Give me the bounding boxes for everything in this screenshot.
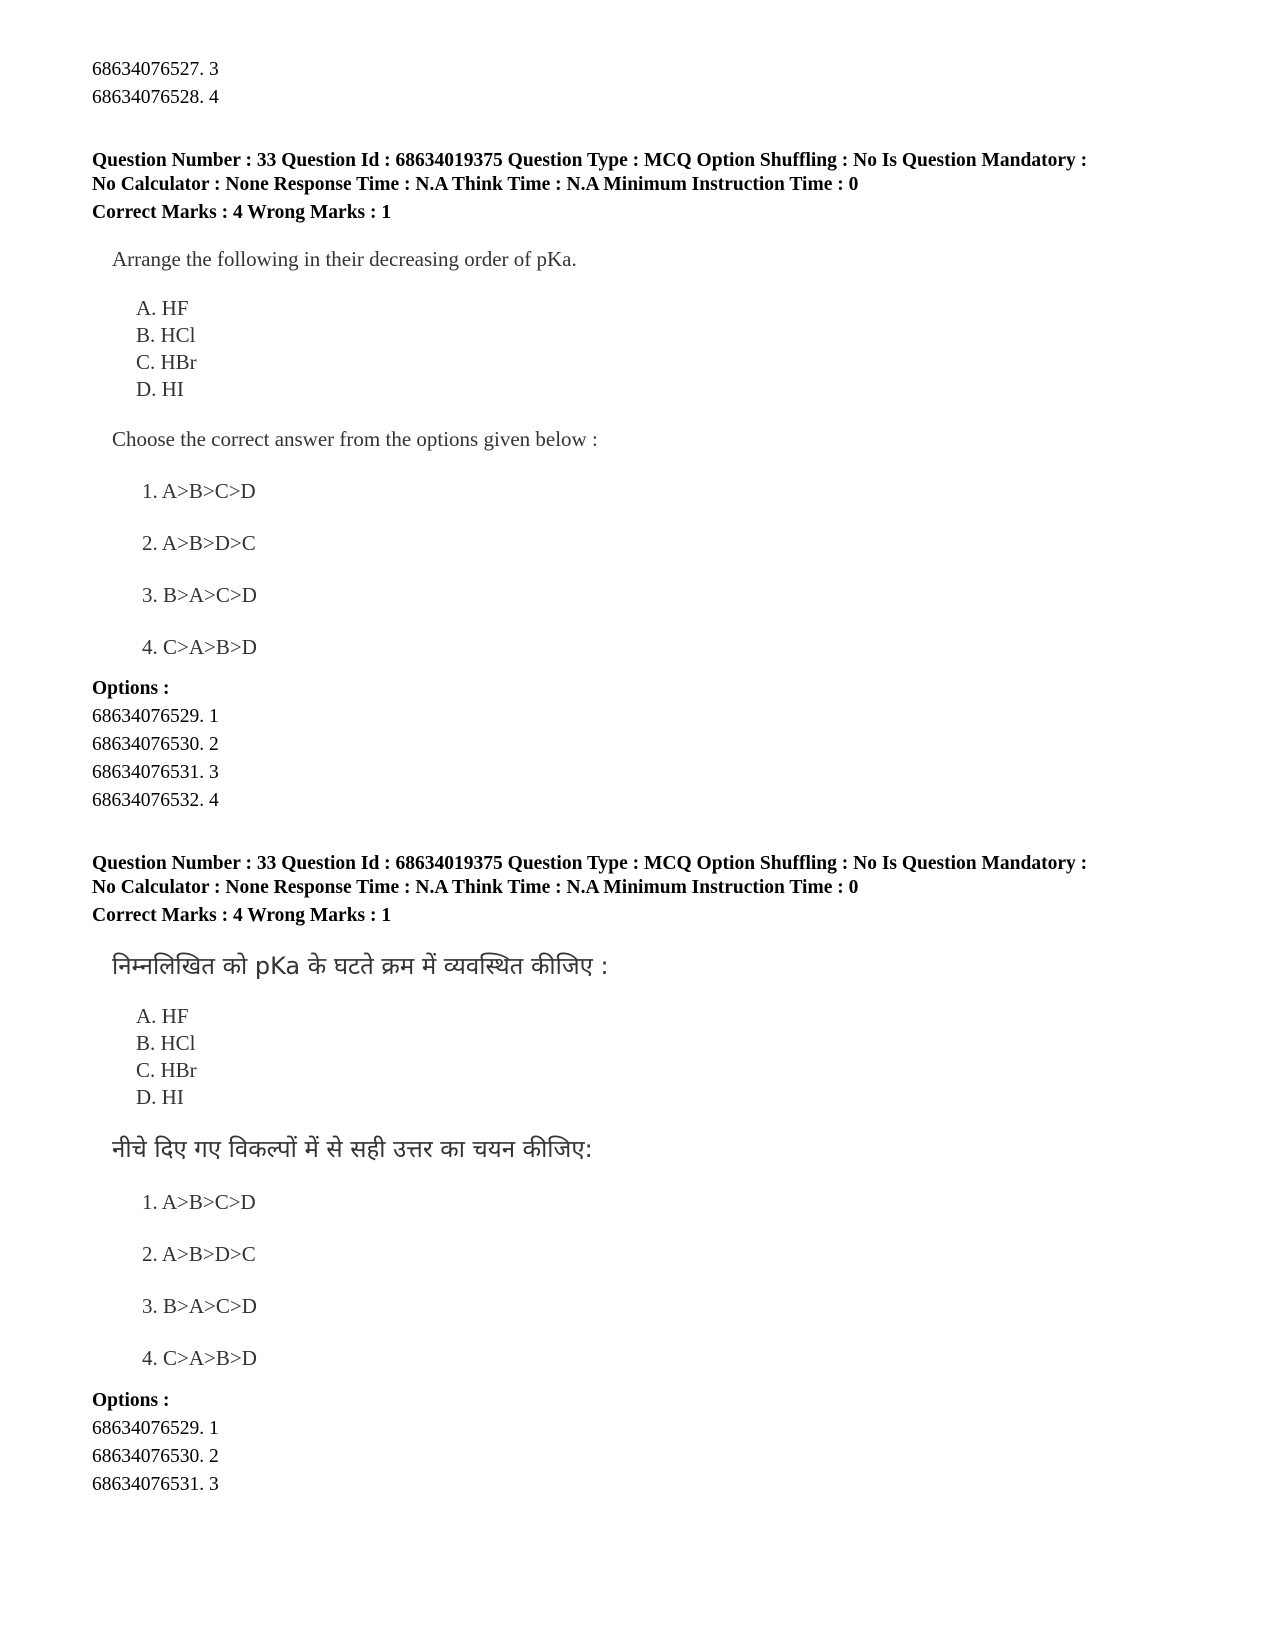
option-line: 68634076528. 4 [92, 87, 219, 108]
question-header-line2: No Calculator : None Response Time : N.A Think Time : N.A Minimum Instruction Time : 0 [92, 174, 859, 195]
answer-choice: 1. A>B>C>D [142, 479, 256, 503]
option-line: 68634076529. 1 [92, 706, 219, 727]
answer-choice: 2. A>B>D>C [142, 531, 256, 555]
option-line: 68634076532. 4 [92, 790, 219, 811]
option-line: 68634076530. 2 [92, 1446, 219, 1467]
answer-choice: 2. A>B>D>C [142, 1242, 256, 1266]
statement-item: B. HCl [136, 323, 196, 347]
answer-choice: 4. C>A>B>D [142, 635, 257, 659]
options-label: Options : [92, 678, 170, 699]
option-line: 68634076531. 3 [92, 1474, 219, 1495]
statement-item: D. HI [136, 377, 184, 401]
answer-choice: 3. B>A>C>D [142, 1294, 257, 1318]
option-line: 68634076531. 3 [92, 762, 219, 783]
answer-choice: 3. B>A>C>D [142, 583, 257, 607]
statement-item: D. HI [136, 1085, 184, 1109]
option-line: 68634076529. 1 [92, 1418, 219, 1439]
question-text: Arrange the following in their decreasing order of pKa. [112, 247, 577, 271]
question-header-line1: Question Number : 33 Question Id : 68634019375 Question Type : MCQ Option Shuffling : No Is Question Mandatory : [92, 853, 1088, 874]
answer-choice: 4. C>A>B>D [142, 1346, 257, 1370]
instruction-text: Choose the correct answer from the options given below : [112, 427, 598, 451]
option-line: 68634076527. 3 [92, 59, 219, 80]
answer-choice: 1. A>B>C>D [142, 1190, 256, 1214]
statement-item: C. HBr [136, 350, 197, 374]
statement-item: C. HBr [136, 1058, 197, 1082]
instruction-text: नीचे दिए गए विकल्पों में से सही उत्तर का चयन कीजिए: [112, 1135, 593, 1163]
marks-line: Correct Marks : 4 Wrong Marks : 1 [92, 905, 392, 926]
question-header-line1: Question Number : 33 Question Id : 68634019375 Question Type : MCQ Option Shuffling : No Is Question Mandatory : [92, 150, 1088, 171]
statement-item: A. HF [136, 1004, 189, 1028]
marks-line: Correct Marks : 4 Wrong Marks : 1 [92, 202, 392, 223]
option-line: 68634076530. 2 [92, 734, 219, 755]
question-header-line2: No Calculator : None Response Time : N.A Think Time : N.A Minimum Instruction Time : 0 [92, 877, 859, 898]
question-text: निम्नलिखित को pKa के घटते क्रम में व्यवस्थित कीजिए : [112, 952, 609, 980]
statement-item: A. HF [136, 296, 189, 320]
statement-item: B. HCl [136, 1031, 196, 1055]
options-label: Options : [92, 1390, 170, 1411]
